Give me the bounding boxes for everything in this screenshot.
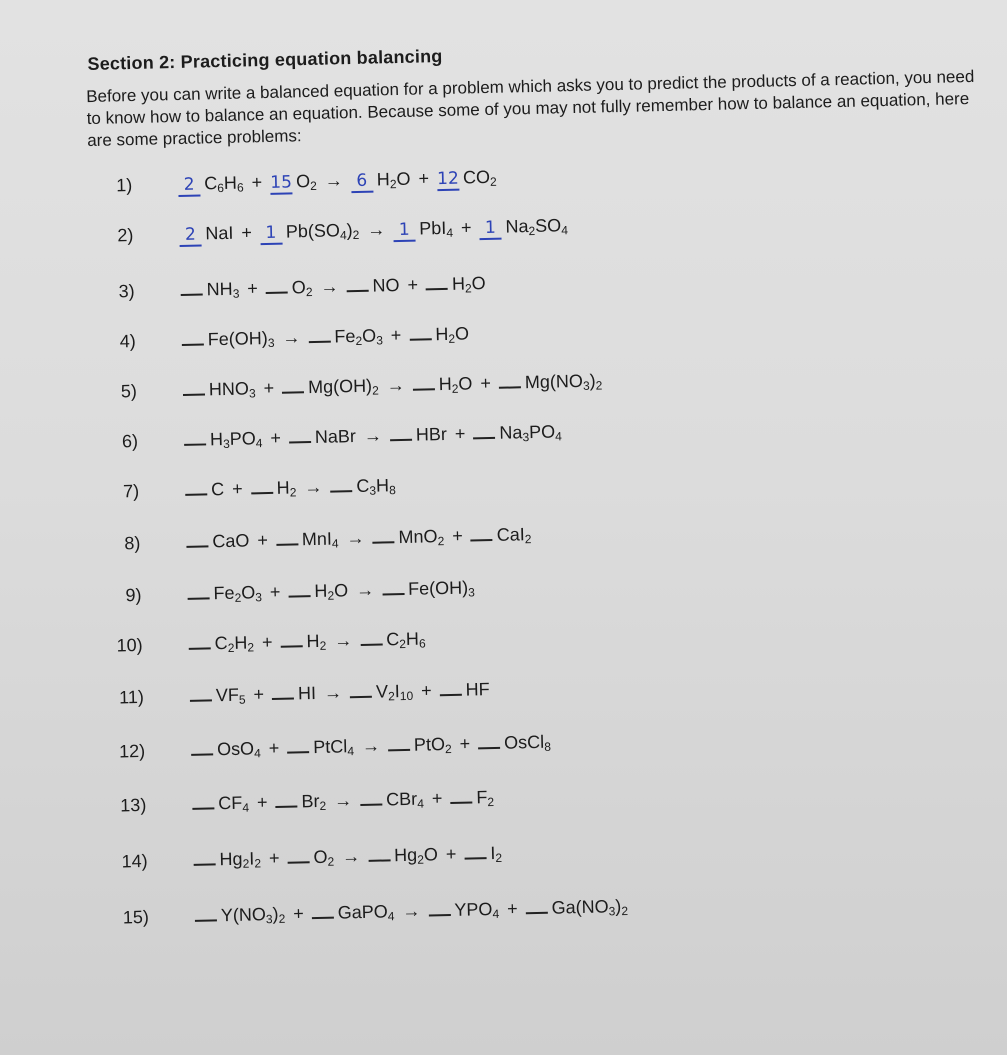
chemical-formula: $H_2O$ bbox=[438, 373, 473, 396]
chemical-formula: $O_2$ bbox=[291, 277, 313, 300]
coefficient-blank[interactable] bbox=[185, 473, 207, 495]
chemical-formula: $Hg_2I_2$ bbox=[219, 848, 262, 871]
coefficient-blank[interactable] bbox=[428, 894, 450, 916]
chemical-formula: $C_2H_6$ bbox=[385, 628, 426, 652]
reaction-arrow: → bbox=[324, 170, 343, 191]
coefficient-blank[interactable] bbox=[250, 472, 272, 494]
plus-sign: + bbox=[247, 278, 259, 299]
chemical-formula: $Na_2SO_4$ bbox=[505, 215, 569, 239]
equation-row bbox=[56, 673, 496, 713]
equation-row bbox=[57, 726, 557, 767]
problem-number: 7) bbox=[122, 480, 140, 502]
equation-row bbox=[53, 571, 481, 611]
problem-number: 8) bbox=[124, 532, 141, 554]
reaction-arrow: → bbox=[367, 219, 386, 240]
coefficient-blank[interactable]: 1 bbox=[260, 223, 282, 245]
problem-number: 10) bbox=[116, 634, 143, 656]
plus-sign: + bbox=[418, 168, 430, 189]
coefficient-blank[interactable] bbox=[382, 573, 404, 595]
chemical-formula: $Mg(OH)_2$ bbox=[307, 375, 380, 398]
chemical-formula: $H_2$ bbox=[306, 630, 327, 653]
coefficient-blank[interactable] bbox=[191, 733, 213, 755]
equation-row bbox=[44, 167, 503, 207]
problem-number: 4) bbox=[119, 331, 136, 352]
coefficient-blank[interactable] bbox=[346, 270, 368, 292]
chemical-formula: $VF_5$ bbox=[215, 684, 246, 707]
plus-sign: + bbox=[268, 737, 280, 759]
coefficient-blank[interactable] bbox=[473, 417, 495, 439]
problem-number: 3) bbox=[118, 281, 135, 302]
coefficient-blank[interactable] bbox=[288, 575, 310, 597]
equation-row bbox=[49, 364, 609, 407]
plus-sign: + bbox=[231, 478, 243, 499]
equation-row bbox=[54, 622, 432, 661]
chemical-formula: $Pb(SO_4)_2$ bbox=[285, 220, 360, 243]
plus-sign: + bbox=[263, 377, 275, 399]
coefficient-blank[interactable] bbox=[439, 674, 461, 696]
coefficient-blank[interactable] bbox=[188, 627, 210, 649]
chemical-formula: OsO$_4$ bbox=[216, 738, 262, 761]
chemical-formula: $I_2$ bbox=[490, 842, 503, 865]
chemical-formula: NaBr bbox=[314, 426, 357, 447]
chemical-formula: OsCl$_8$ bbox=[503, 731, 552, 754]
plus-sign: + bbox=[420, 680, 432, 701]
coefficient-blank[interactable]: 1 bbox=[479, 218, 501, 240]
coefficient-blank[interactable] bbox=[360, 784, 382, 806]
chemical-formula: $H_2$ bbox=[276, 477, 297, 500]
chemical-formula: $Fe_2O_3$ bbox=[334, 325, 384, 349]
plus-sign: + bbox=[261, 631, 273, 653]
chemical-formula: $Na_3PO_4$ bbox=[499, 421, 563, 445]
plus-sign: + bbox=[253, 684, 265, 705]
plus-sign: + bbox=[459, 733, 471, 754]
chemical-formula: MnI$_4$ bbox=[301, 528, 339, 551]
coefficient-blank[interactable] bbox=[368, 839, 390, 861]
coefficient-blank[interactable] bbox=[464, 837, 486, 859]
problem-number: 2) bbox=[117, 225, 134, 246]
coefficient-blank[interactable] bbox=[181, 323, 203, 345]
coefficient-blank[interactable] bbox=[265, 272, 287, 294]
coefficient-blank[interactable] bbox=[183, 373, 205, 395]
coefficient-blank[interactable]: 1 bbox=[393, 220, 415, 242]
plus-sign: + bbox=[451, 525, 463, 546]
coefficient-blank[interactable] bbox=[275, 785, 297, 807]
coefficient-blank[interactable] bbox=[450, 781, 472, 803]
coefficient-blank[interactable] bbox=[470, 519, 492, 541]
reaction-arrow: → bbox=[282, 327, 301, 348]
chemical-formula: NO bbox=[372, 275, 400, 296]
chemical-formula: $C_3H_8$ bbox=[356, 475, 396, 498]
chemical-formula: PtCl$_4$ bbox=[313, 736, 355, 759]
reaction-arrow: → bbox=[323, 682, 343, 703]
coefficient-blank[interactable] bbox=[194, 899, 216, 921]
coefficient-blank[interactable]: 6 bbox=[351, 171, 373, 193]
reaction-arrow: → bbox=[320, 276, 339, 297]
coefficient-blank[interactable] bbox=[409, 318, 431, 340]
problem-number: 11) bbox=[118, 686, 145, 708]
coefficient-blank[interactable]: 12 bbox=[437, 169, 459, 191]
coefficient-blank[interactable] bbox=[272, 678, 294, 700]
equation-row bbox=[60, 890, 634, 933]
chemical-formula: $H_2O$ bbox=[376, 168, 411, 192]
coefficient-blank[interactable] bbox=[184, 423, 206, 445]
reaction-arrow: → bbox=[363, 425, 383, 446]
equation-row bbox=[46, 267, 492, 307]
problem-number: 6) bbox=[121, 430, 139, 452]
problem-number: 1) bbox=[115, 175, 133, 196]
equation-row bbox=[47, 317, 475, 357]
chemical-formula: NaI bbox=[205, 222, 234, 244]
chemical-formula: CaO bbox=[212, 530, 250, 552]
plus-sign: + bbox=[269, 581, 281, 603]
equation-row bbox=[45, 215, 574, 257]
problem-number: 13) bbox=[120, 794, 147, 816]
chemical-formula: $Hg_2O$ bbox=[393, 844, 439, 867]
plus-sign: + bbox=[268, 847, 280, 869]
chemical-formula: $H_2O$ bbox=[435, 323, 470, 346]
chemical-formula: $V_2I_{10}$ bbox=[375, 681, 414, 704]
reaction-arrow: → bbox=[361, 735, 381, 756]
chemical-formula: $YPO_4$ bbox=[454, 899, 500, 922]
reaction-arrow: → bbox=[355, 579, 375, 601]
chemical-formula: $Mg(NO_3)_2$ bbox=[524, 370, 603, 393]
plus-sign: + bbox=[241, 222, 253, 243]
reaction-arrow: → bbox=[333, 790, 353, 811]
chemical-formula: CaI$_2$ bbox=[496, 524, 532, 547]
equation-row bbox=[50, 415, 568, 457]
reaction-arrow: → bbox=[341, 846, 361, 867]
chemical-formula: $Fe_2O_3$ bbox=[213, 582, 263, 605]
chemical-formula: $HNO_3$ bbox=[208, 378, 256, 401]
plus-sign: + bbox=[445, 843, 457, 865]
plus-sign: + bbox=[256, 792, 268, 813]
chemical-formula: HBr bbox=[415, 423, 448, 445]
chemical-formula: $F_2$ bbox=[476, 787, 495, 810]
reaction-arrow: → bbox=[304, 476, 323, 498]
coefficient-blank[interactable] bbox=[186, 525, 208, 547]
chemical-formula: $Fe(OH)_3$ bbox=[407, 577, 476, 600]
coefficient-blank[interactable] bbox=[193, 843, 215, 865]
coefficient-blank[interactable] bbox=[426, 268, 448, 290]
coefficient-blank[interactable] bbox=[311, 897, 333, 919]
chemical-formula: $Ga(NO_3)_2$ bbox=[551, 896, 629, 919]
coefficient-blank[interactable] bbox=[390, 419, 412, 441]
chemical-formula: CBr$_4$ bbox=[385, 788, 425, 811]
reaction-arrow: → bbox=[386, 374, 405, 396]
chemical-formula: HF bbox=[465, 679, 490, 700]
coefficient-blank[interactable] bbox=[308, 321, 330, 343]
problem-number: 14) bbox=[121, 850, 148, 872]
coefficient-blank[interactable] bbox=[189, 679, 211, 701]
equation-row bbox=[59, 837, 508, 877]
equation-row bbox=[58, 781, 500, 821]
chemical-formula: $C_2H_2$ bbox=[214, 632, 255, 655]
reaction-arrow: → bbox=[402, 900, 421, 922]
plus-sign: + bbox=[292, 903, 304, 924]
chemical-formula: $H_2O$ bbox=[314, 580, 349, 603]
chemical-formula: $CF_4$ bbox=[218, 792, 250, 815]
plus-sign: + bbox=[480, 372, 492, 394]
chemical-formula: PbI$_4$ bbox=[419, 217, 454, 240]
problem-number: 12) bbox=[118, 740, 146, 762]
plus-sign: + bbox=[270, 427, 282, 448]
plus-sign: + bbox=[431, 788, 443, 809]
coefficient-blank[interactable] bbox=[282, 371, 304, 393]
intro-paragraph: Before you can write a balanced equation for a problem which asks you to predict the products of a reaction, you need to know how to balance an equation. Because some of you may not fully remember how to balance an equation, here are some practice problems: bbox=[85, 66, 975, 151]
coefficient-blank[interactable] bbox=[499, 366, 521, 388]
coefficient-blank[interactable]: 2 bbox=[179, 224, 201, 246]
equation-row bbox=[51, 469, 402, 507]
coefficient-blank[interactable]: 2 bbox=[178, 175, 200, 197]
plus-sign: + bbox=[460, 217, 472, 238]
chemical-formula: $O_2$ bbox=[295, 171, 318, 194]
coefficient-blank[interactable] bbox=[187, 577, 209, 599]
chemical-formula: $CO_2$ bbox=[462, 166, 497, 189]
chemical-formula: HI bbox=[297, 683, 317, 704]
coefficient-blank[interactable] bbox=[372, 521, 394, 543]
coefficient-blank[interactable]: 15 bbox=[270, 172, 292, 194]
coefficient-blank[interactable] bbox=[275, 523, 297, 545]
chemical-formula: $Y(NO_3)_2$ bbox=[220, 903, 286, 927]
problem-number: 9) bbox=[125, 584, 142, 606]
coefficient-blank[interactable] bbox=[287, 841, 309, 863]
chemical-formula: $Br_2$ bbox=[301, 790, 327, 813]
section-title: Section 2: Practicing equation balancing bbox=[87, 45, 443, 75]
coefficient-blank[interactable] bbox=[360, 623, 382, 645]
chemical-formula: C bbox=[210, 479, 225, 500]
plus-sign: + bbox=[407, 274, 419, 295]
reaction-arrow: → bbox=[333, 630, 353, 651]
reaction-arrow: → bbox=[346, 527, 365, 549]
plus-sign: + bbox=[251, 172, 263, 193]
chemical-formula: $NH_3$ bbox=[206, 278, 240, 301]
coefficient-blank[interactable] bbox=[180, 273, 202, 295]
plus-sign: + bbox=[257, 530, 269, 551]
coefficient-blank[interactable] bbox=[350, 676, 372, 698]
chemical-formula: $H_2O$ bbox=[451, 273, 486, 296]
plus-sign: + bbox=[454, 423, 466, 444]
chemical-formula: $Fe(OH)_3$ bbox=[207, 328, 275, 351]
coefficient-blank[interactable] bbox=[280, 625, 302, 647]
coefficient-blank[interactable] bbox=[287, 731, 309, 753]
coefficient-blank[interactable] bbox=[412, 368, 434, 390]
coefficient-blank[interactable] bbox=[525, 892, 547, 914]
chemical-formula: $H_3PO_4$ bbox=[209, 428, 263, 452]
plus-sign: + bbox=[506, 898, 518, 919]
problem-number: 15) bbox=[122, 906, 150, 928]
chemical-formula: $C_6H_6$ bbox=[203, 172, 244, 196]
problem-number: 5) bbox=[120, 380, 138, 402]
coefficient-blank[interactable] bbox=[289, 421, 311, 443]
coefficient-blank[interactable] bbox=[388, 729, 410, 751]
coefficient-blank[interactable] bbox=[478, 727, 500, 749]
plus-sign: + bbox=[390, 324, 402, 346]
chemical-formula: GaPO$_4$ bbox=[337, 901, 395, 924]
coefficient-blank[interactable] bbox=[330, 470, 352, 492]
chemical-formula: PtO$_2$ bbox=[413, 734, 452, 757]
coefficient-blank[interactable] bbox=[192, 787, 214, 809]
equation-row bbox=[52, 518, 538, 559]
chemical-formula: $O_2$ bbox=[313, 846, 335, 869]
chemical-formula: MnO$_2$ bbox=[398, 526, 445, 549]
